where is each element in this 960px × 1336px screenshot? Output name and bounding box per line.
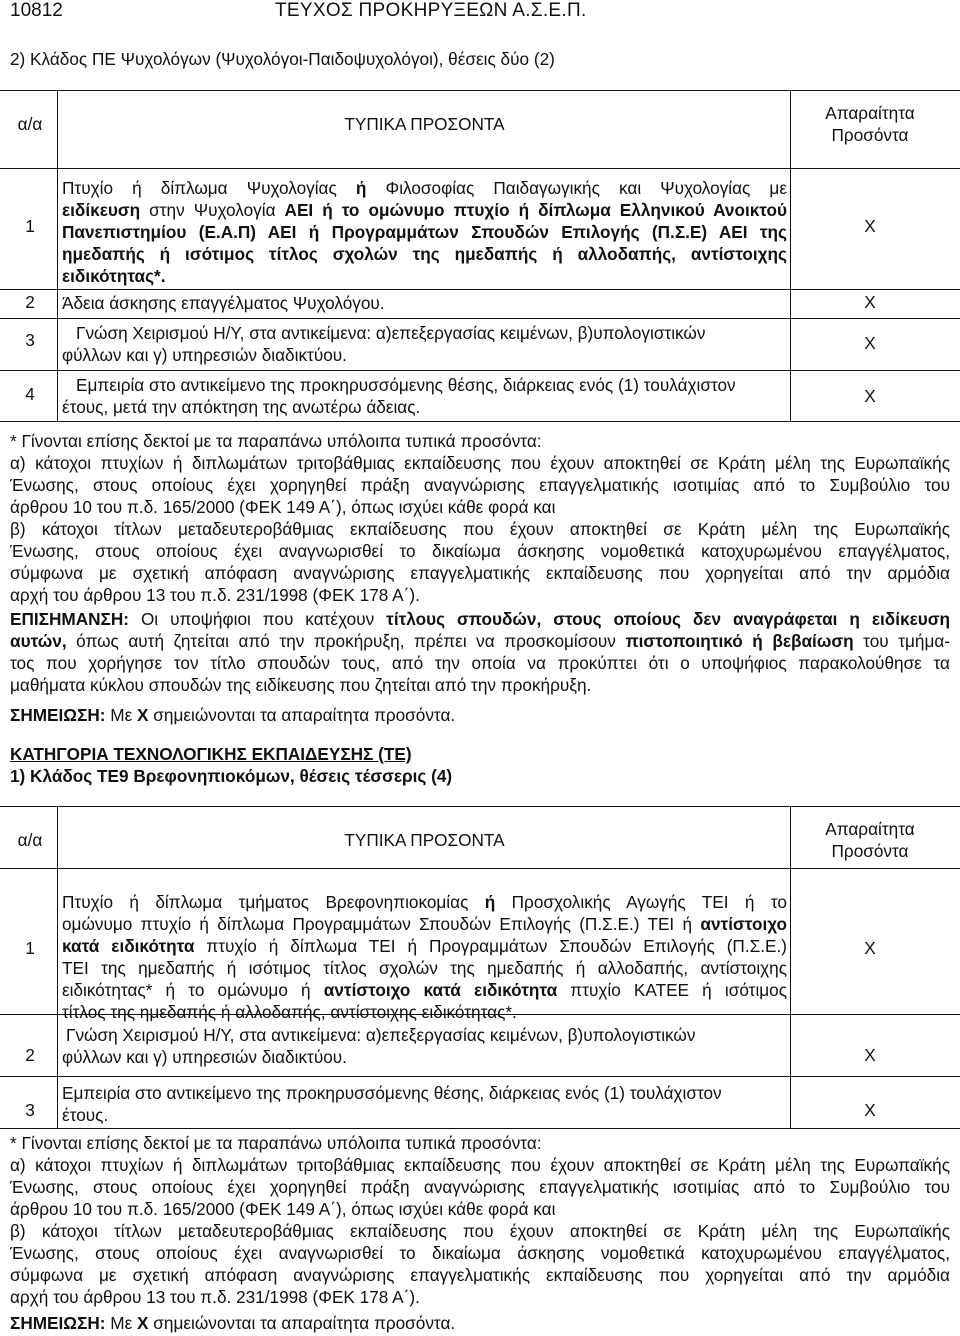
- document-page: 10812 ΤΕΥΧΟΣ ΠΡΟΚΗΡΥΞΕΩΝ Α.Σ.Ε.Π. 2) Κλάδος ΠΕ Ψυχολόγων (Ψυχολόγοι-Παιδοψυχολόγοι), θέσεις δύο (2) α/α ΤΥΠΙΚΑ ΠΡΟΣΟΝΤΑ Απαραίτητα Προσόντα 1 Πτυχίο ή δίπλωμα Ψυχολογίας ή Φιλοσοφίας Παιδαγωγικής και Ψυχολογίας με ειδίκευση στην Ψυχολογία ΑΕΙ ή το ομώνυμο πτυχίο ή δίπλωμα Ελληνικού Ανοικτού Πανεπιστημίου (Ε.Α.Π) ΑΕΙ ή Προγραμμάτων Σπουδών Επιλογής (Π.Σ.Ε) ΑΕΙ της ημεδαπής ή ισότιμος τίτλος σχολών της ημεδαπής ή αλλοδαπής, αντίστοιχης ειδικότητας*. X 2 Άδεια άσκησης επαγγέλματος Ψυχολόγου. X 3 Γνώση Χειρισμού Η/Υ, στα αντικείμενα: α)επεξεργασίας κειμένων, β)υπολογιστικών φύλλων και γ) υπηρεσιών διαδικτύου. X 4 Εμπειρία στο αντικείμενο της προκηρυσσόμενης θέσης, διάρκειας ενός (1) τουλάχιστον έτους, μετά την απόκτηση της ανωτέρω άδειας. X * Γίνονται επίσης δεκτοί με τα παραπάνω υπόλοιπα τυπικά προσόντα: α) κάτοχοι πτυχίων ή διπλωμάτων τριτοβάθμιας εκπαίδευσης που έχουν αποκτηθεί σε Κράτη μέλη της Ευρωπαϊκής Ένωσης, στους οποίους έχει χορηγηθεί πράξη αναγνώρισης επαγγελματικής ισοτιμίας από το Συμβούλιο του άρθρου 10 του π.δ. 165/2000 (ΦΕΚ 149 Α΄), όπως ισχύει κάθε φορά και β) κάτοχοι τίτλων μεταδευτεροβάθμιας εκπαίδευσης που έχουν αποκτηθεί σε Κράτη μέλη της Ευρωπαϊκής Ένωσης, στους οποίους έχει αναγνωρισθεί το δικαίωμα άσκησης νομοθετικά κατοχυρωμένου επαγγέλματος, σύμφωνα με σχετική απόφαση αναγνώρισης επαγγελματικής εκπαίδευσης που χορηγείται από την αρμόδια αρχή του άρθρου 13 του π.δ. 231/1998 (ΦΕΚ 178 Α΄). ΕΠΙΣΗΜΑΝΣΗ: Οι υποψήφιοι που κατέχουν τίτλους σπουδών, στους οποίους δεν αναγράφεται η ειδίκευση αυτών, όπως αυτή ζητείται από την προκήρυξη, πρέπει να προσκομίσουν πιστοποιητικό ή βεβαίωση του τμήμα- τος που χορήγησε τον τίτλο σπουδών τους, από την οποία να προκύπτει ότι ο υποψήφιος παρακολούθησε τα μαθήματα κύκλου σπουδών της ειδίκευσης που ζητείται από την προκήρυξη. ΣΗΜΕΙΩΣΗ: Με X σημειώνονται τα απαραίτητα προσόντα. ΚΑΤΗΓΟΡΙΑ ΤΕΧΝΟΛΟΓΙΚΗΣ ΕΚΠΑΙΔΕΥΣΗΣ (ΤΕ) 1) Κλάδος ΤΕ9 Βρεφονηπιοκόμων, θέσεις τέσσερις (4) α/α ΤΥΠΙΚΑ ΠΡΟΣΟΝΤΑ Απαραίτητα Προσόντα 1 Πτυχίο ή δίπλωμα τμήματος Βρεφονηπιοκομίας ή Προσχολικής Αγωγής ΤΕΙ ή το ομώνυμο πτυχίο ή δίπλωμα Προγραμμάτων Σπουδών Επιλογής (Π.Σ.Ε.) ΤΕΙ ή αντίστοιχο κατά ειδικότητα πτυχίο ή δίπλωμα ΤΕΙ ή Προγραμμάτων Σπουδών Επιλογής (Π.Σ.Ε.) ΤΕΙ της ημεδαπής ή ισότιμος τίτλος σχολών της ημεδαπής ή αλλοδαπής, αντίστοιχης ειδικότητας* ή το ομώνυμο ή αντίστοιχο κατά ειδικότητα πτυχίο ΚΑΤΕΕ ή ισότιμος τίτλος της ημεδαπής ή αλλοδαπής, αντίστοιχης ειδικότητας*. X 2 Γνώση Χειρισμού Η/Υ, στα αντικείμενα: α)επεξεργασίας κειμένων, β)υπολογιστικών φύλλων και γ) υπηρεσιών διαδικτύου. X 3 Εμπειρία στο αντικείμενο της προκηρυσσόμενης θέσης, διάρκειας ενός (1) τουλάχιστον έτους. X * Γίνονται επίσης δεκτοί με τα παραπάνω υπόλοιπα τυπικά προσόντα: α) κάτοχοι πτυχίων ή διπλωμάτων τριτοβάθμιας εκπαίδευσης που έχουν αποκτηθεί σε Κράτη μέλη της Ευρωπαϊκής Ένωσης, στους οποίους έχει χορηγηθεί πράξη αναγνώρισης επαγγελματικής ισοτιμίας από το Συμβούλιο του άρθρου 10 του π.δ. 165/2000 (ΦΕΚ 149 Α΄), όπως ισχύει κάθε φορά και β) κάτοχοι τίτλων μεταδευτεροβάθμιας εκπαίδευσης που έχουν αποκτηθεί σε Κράτη μέλη της Ευρωπαϊκής Ένωσης, στους οποίους έχει αναγνωρισθεί το δικαίωμα άσκησης νομοθετικά κατοχυρωμένου επαγγέλματος, σύμφωνα με σχετική απόφαση αναγνώρισης επαγγελματικής εκπαίδευσης που χορηγείται από την αρμόδια αρχή του άρθρου 13 του π.δ. 231/1998 (ΦΕΚ 178 Α΄). ΣΗΜΕΙΩΣΗ: Με X σημειώνονται τα απαραίτητα προσόντα.: [0, 0, 960, 1336]
- note-line: αρχή του άρθρου 13 του π.δ. 231/1998 (ΦΕΚ 178 Α΄).: [10, 1287, 420, 1307]
- col-divider: [790, 90, 791, 421]
- table-row-text: Άδεια άσκησης επαγγέλματος Ψυχολόγου.: [62, 293, 385, 313]
- row-number: 3: [25, 330, 35, 350]
- col-divider: [57, 90, 58, 421]
- table-row-text: Εμπειρία στο αντικείμενο της προκηρυσσόμενης θέσης, διάρκειας ενός (1) τουλάχιστον έτους.: [62, 1083, 722, 1125]
- col-header-required-1: Απαραίτητα: [825, 819, 915, 839]
- section2-heading: 1) Κλάδος ΤΕ9 Βρεφονηπιοκόμων, θέσεις τέσσερις (4): [10, 766, 453, 786]
- row-number: 2: [25, 292, 35, 312]
- required-mark: X: [864, 333, 876, 353]
- section1-simeiosi: ΣΗΜΕΙΩΣΗ: Με X σημειώνονται τα απαραίτητα προσόντα.: [10, 705, 456, 725]
- row-number: 2: [25, 1045, 35, 1065]
- required-mark: X: [864, 386, 876, 406]
- note-line: Ένωσης, στους οποίους έχει χορηγηθεί πράξη αναγνώρισης επαγγελματικής ισοτιμίας από το Συμβούλιο του: [10, 1177, 950, 1197]
- category-heading: ΚΑΤΗΓΟΡΙΑ ΤΕΧΝΟΛΟΓΙΚΗΣ ΕΚΠΑΙΔΕΥΣΗΣ (ΤΕ): [10, 744, 412, 764]
- col-divider: [790, 806, 791, 1128]
- col-header-num: α/α: [17, 114, 43, 134]
- note-line: β) κάτοχοι τίτλων μεταδευτεροβάθμιας εκπαίδευσης που έχουν αποκτηθεί σε Κράτη μέλη της Ευρωπαϊκής: [10, 1221, 950, 1241]
- gazette-title: ΤΕΥΧΟΣ ΠΡΟΚΗΡΥΞΕΩΝ Α.Σ.Ε.Π.: [275, 0, 587, 21]
- required-mark: X: [864, 216, 876, 236]
- table-row-text: Πτυχίο ή δίπλωμα Ψυχολογίας ή Φιλοσοφίας Παιδαγωγικής και Ψυχολογίας με ειδίκευση στην Ψυχολογία ΑΕΙ ή το ομώνυμο πτυχίο ή δίπλωμα Ελληνικού Ανοικτού Πανεπιστημίου (Ε.Α.Π) ΑΕΙ ή Προγραμμάτων Σπουδών Επιλογής (Π.Σ.Ε) ΑΕΙ της ημεδαπής ή ισότιμος τίτλος σχολών της ημεδαπής ή αλλοδαπής, αντίστοιχης ειδικότητας*.: [62, 178, 788, 286]
- col-header-required-2: Προσόντα: [831, 125, 909, 145]
- table-top-rule: [0, 90, 960, 91]
- row-rule: [0, 289, 960, 290]
- note-line: άρθρου 10 του π.δ. 165/2000 (ΦΕΚ 149 Α΄), όπως ισχύει κάθε φορά και: [10, 497, 556, 517]
- row-number: 3: [25, 1100, 35, 1120]
- note-line: άρθρου 10 του π.δ. 165/2000 (ΦΕΚ 149 Α΄), όπως ισχύει κάθε φορά και: [10, 1199, 556, 1219]
- table-header-rule: [0, 868, 960, 869]
- table-row-text: Εμπειρία στο αντικείμενο της προκηρυσσόμενης θέσης, διάρκειας ενός (1) τουλάχιστον έτους, μετά την απόκτηση της ανωτέρω άδειας.: [62, 375, 736, 417]
- col-header-num: α/α: [17, 830, 43, 850]
- note-line: σύμφωνα με σχετική απόφαση αναγνώρισης επαγγελματικής εκπαίδευσης που χορηγείται από την αρμόδια: [10, 1265, 950, 1285]
- table-row-text: Γνώση Χειρισμού Η/Υ, στα αντικείμενα: α)επεξεργασίας κειμένων, β)υπολογιστικών φύλλων και γ) υπηρεσιών διαδικτύου.: [62, 1025, 696, 1067]
- table-row-text: Πτυχίο ή δίπλωμα τμήματος Βρεφονηπιοκομίας ή Προσχολικής Αγωγής ΤΕΙ ή το ομώνυμο πτυχίο ή δίπλωμα Προγραμμάτων Σπουδών Επιλογής (Π.Σ.Ε.) ΤΕΙ ή αντίστοιχο κατά ειδικότητα πτυχίο ή δίπλωμα ΤΕΙ ή Προγραμμάτων Σπουδών Επιλογής (Π.Σ.Ε.) ΤΕΙ της ημεδαπής ή ισότιμος τίτλος σχολών της ημεδαπής ή αλλοδαπής, αντίστοιχης ειδικότητας* ή το ομώνυμο ή αντίστοιχο κατά ειδικότητα πτυχίο ΚΑΤΕΕ ή ισότιμος τίτλος της ημεδαπής ή αλλοδαπής, αντίστοιχης ειδικότητας*.: [62, 892, 788, 1022]
- row-number: 4: [25, 384, 35, 404]
- table-header-rule: [0, 168, 960, 169]
- row-rule: [0, 1128, 960, 1129]
- required-mark: X: [864, 1045, 876, 1065]
- note-line: * Γίνονται επίσης δεκτοί με τα παραπάνω υπόλοιπα τυπικά προσόντα:: [10, 431, 542, 451]
- row-rule: [0, 421, 960, 422]
- section2-simeiosi: ΣΗΜΕΙΩΣΗ: Με X σημειώνονται τα απαραίτητα προσόντα.: [10, 1313, 456, 1333]
- col-header-required-2: Προσόντα: [831, 841, 909, 861]
- table-row-text: Γνώση Χειρισμού Η/Υ, στα αντικείμενα: α)επεξεργασίας κειμένων, β)υπολογιστικών φύλλων και γ) υπηρεσιών διαδικτύου.: [62, 323, 706, 365]
- required-mark: X: [864, 938, 876, 958]
- required-mark: X: [864, 1100, 876, 1120]
- row-rule: [0, 318, 960, 319]
- col-header-quals: ΤΥΠΙΚΑ ΠΡΟΣΟΝΤΑ: [344, 114, 505, 134]
- note-line: α) κάτοχοι πτυχίων ή διπλωμάτων τριτοβάθμιας εκπαίδευσης που έχουν αποκτηθεί σε Κράτη μέλη της Ευρωπαϊκής: [10, 1155, 950, 1175]
- row-number: 1: [25, 938, 35, 958]
- required-mark: X: [864, 292, 876, 312]
- row-rule: [0, 1014, 960, 1015]
- note-line: α) κάτοχοι πτυχίων ή διπλωμάτων τριτοβάθμιας εκπαίδευσης που έχουν αποκτηθεί σε Κράτη μέλη της Ευρωπαϊκής: [10, 453, 950, 473]
- row-rule: [0, 370, 960, 371]
- col-divider: [57, 806, 58, 1128]
- note-line: Ένωσης, στους οποίους έχει αναγνωρισθεί το δικαίωμα άσκησης νομοθετικά κατοχυρωμένου επαγγέλματος,: [10, 541, 950, 561]
- col-header-required-1: Απαραίτητα: [825, 103, 915, 123]
- table-top-rule: [0, 806, 960, 807]
- note-line: σύμφωνα με σχετική απόφαση αναγνώρισης επαγγελματικής εκπαίδευσης που χορηγείται από την αρμόδια: [10, 563, 950, 583]
- section1-heading: 2) Κλάδος ΠΕ Ψυχολόγων (Ψυχολόγοι-Παιδοψυχολόγοι), θέσεις δύο (2): [10, 49, 555, 69]
- row-number: 1: [25, 216, 35, 236]
- col-header-quals: ΤΥΠΙΚΑ ΠΡΟΣΟΝΤΑ: [344, 830, 505, 850]
- note-line: Ένωσης, στους οποίους έχει αναγνωρισθεί το δικαίωμα άσκησης νομοθετικά κατοχυρωμένου επαγγέλματος,: [10, 1243, 950, 1263]
- page-number: 10812: [10, 0, 63, 21]
- note-line: αρχή του άρθρου 13 του π.δ. 231/1998 (ΦΕΚ 178 Α΄).: [10, 585, 420, 605]
- note-line: Ένωσης, στους οποίους έχει χορηγηθεί πράξη αναγνώρισης επαγγελματικής ισοτιμίας από το Συμβούλιο του: [10, 475, 950, 495]
- row-rule: [0, 1076, 960, 1077]
- note-line: * Γίνονται επίσης δεκτοί με τα παραπάνω υπόλοιπα τυπικά προσόντα:: [10, 1133, 542, 1153]
- note-line: β) κάτοχοι τίτλων μεταδευτεροβάθμιας εκπαίδευσης που έχουν αποκτηθεί σε Κράτη μέλη της Ευρωπαϊκής: [10, 519, 950, 539]
